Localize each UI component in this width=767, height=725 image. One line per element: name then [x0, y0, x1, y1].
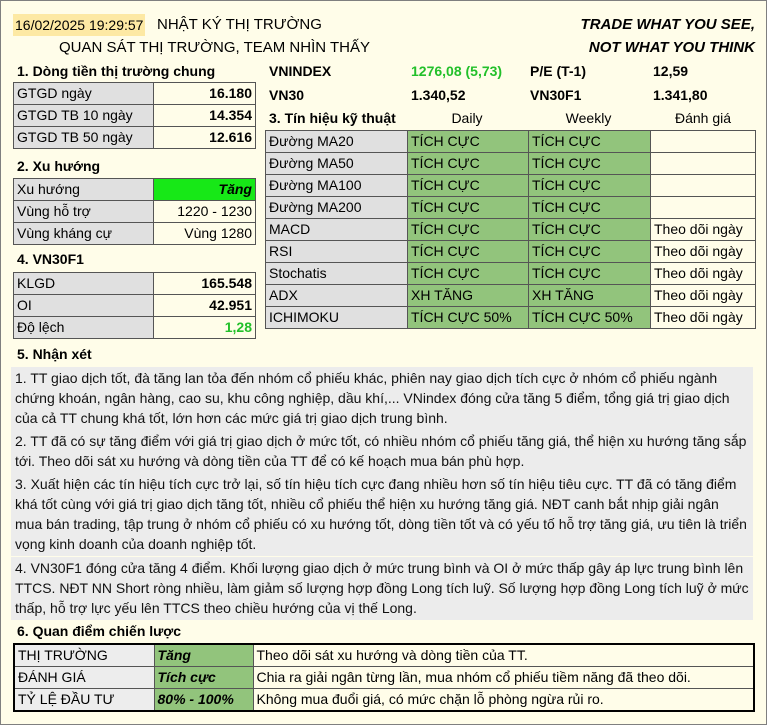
table-row: [14, 295, 256, 317]
oi-value: 42.951: [154, 295, 256, 317]
signal-eval: Theo dõi ngày: [651, 219, 756, 241]
strategy-label: THỊ TRƯỜNG: [14, 644, 154, 667]
signal-eval: Theo dõi ngày: [651, 307, 756, 329]
signal-weekly: XH TĂNG: [529, 285, 651, 307]
table-row: [14, 667, 754, 689]
table-row: [14, 689, 754, 712]
signal-name: Đường MA50: [266, 153, 408, 175]
signal-name: ADX: [266, 285, 408, 307]
signal-daily: TÍCH CỰC: [408, 263, 529, 285]
vn30f1-table: [13, 272, 256, 339]
remark-item: 3. Xuất hiện các tín hiệu tích cực trở lại, số tín hiệu tích cực đang nhiều hơn số tín hiệu tiêu cực. TT đã có tăng điểm khá tốt cùng với giá trị giao dịch tăng tốt, nhiều cổ phiếu thể hiện xu hướng tăng giá. NĐT canh bắt nhịp giải ngân mua bán trading, tập trung ở nhóm cổ phiếu có xu hướng tốt, dòng tiền tốt và có yếu tố hỗ trợ tăng giá, ưu tiên là triển vọng kinh doanh của doanh nghiệp tốt.: [11, 473, 753, 556]
table-row: [266, 175, 756, 197]
remark-item: 2. TT đã có sự tăng điểm với giá trị giao dịch ở mức tốt, có nhiều nhóm cổ phiếu tăng giá, thể hiện xu hướng tăng sắp tới. Theo dõi sát xu hướng và dòng tiền của TT để có kế hoạch mua bán phù hợp.: [11, 430, 753, 473]
signals-table: [265, 130, 756, 329]
signal-weekly: TÍCH CỰC: [529, 131, 651, 153]
trend-title: 2. Xu hướng: [17, 158, 101, 174]
signal-eval: [651, 153, 756, 175]
signal-eval: Theo dõi ngày: [651, 285, 756, 307]
table-row: [14, 127, 256, 149]
deviation-value: 1,28: [154, 317, 256, 339]
signal-daily: XH TĂNG: [408, 285, 529, 307]
cashflow-table: [13, 82, 256, 149]
signal-daily: TÍCH CỰC: [408, 131, 529, 153]
support-label: Vùng hỗ trợ: [14, 201, 154, 223]
signal-weekly: TÍCH CỰC: [529, 175, 651, 197]
resistance-value: Vùng 1280: [154, 223, 256, 245]
signal-weekly: TÍCH CỰC: [529, 219, 651, 241]
table-row: [14, 105, 256, 127]
signal-eval: Theo dõi ngày: [651, 263, 756, 285]
signal-name: Đường MA200: [266, 197, 408, 219]
signal-name: MACD: [266, 219, 408, 241]
table-row: [14, 179, 256, 201]
signals-title: 3. Tín hiệu kỹ thuật: [269, 110, 396, 126]
signal-eval: Theo dõi ngày: [651, 241, 756, 263]
report-title: NHẬT KÝ THỊ TRƯỜNG: [157, 16, 322, 33]
strategy-table: [13, 643, 755, 712]
klgd-label: KLGD: [14, 273, 154, 295]
strategy-label: TỶ LỆ ĐẦU TƯ: [14, 689, 154, 712]
signal-eval: [651, 197, 756, 219]
strategy-label: ĐÁNH GIÁ: [14, 667, 154, 689]
weekly-header: Weekly: [565, 110, 612, 126]
table-row: [266, 307, 756, 329]
strategy-note: Theo dõi sát xu hướng và dòng tiền của TT.: [253, 644, 754, 667]
support-value: 1220 - 1230: [154, 201, 256, 223]
vnindex-value: 1276,08 (5,73): [411, 63, 503, 79]
signal-eval: [651, 175, 756, 197]
signal-daily: TÍCH CỰC: [408, 175, 529, 197]
strategy-value: Tích cực: [154, 667, 253, 689]
signal-name: Stochatis: [266, 263, 408, 285]
signal-daily: TÍCH CỰC 50%: [408, 307, 529, 329]
table-row: [266, 241, 756, 263]
report-subtitle: QUAN SÁT THỊ TRƯỜNG, TEAM NHÌN THẤY: [59, 39, 370, 56]
table-row: [14, 273, 256, 295]
daily-header: Daily: [451, 110, 483, 126]
table-row: [14, 223, 256, 245]
remark-item: 4. VN30F1 đóng cửa tăng 4 điểm. Khối lượng giao dịch ở mức trung bình và OI ở mức thấp gây áp lực trung bình lên TTCS. NĐT NN Short ròng nhiều, làm giảm số lượng hợp đồng Long tích luỹ. Số lượng hợp đồng Long tích luỹ ở mức thấp, hỗ trợ lực yếu lên TTCS theo chiều hướng của vị thế Long.: [11, 557, 753, 620]
signal-name: Đường MA100: [266, 175, 408, 197]
eval-header: Đánh giá: [674, 110, 732, 126]
resistance-label: Vùng kháng cự: [14, 223, 154, 245]
cashflow-value: 16.180: [154, 83, 256, 105]
signal-daily: TÍCH CỰC: [408, 241, 529, 263]
remarks-title: 5. Nhận xét: [17, 346, 92, 362]
strategy-value: 80% - 100%: [154, 689, 253, 712]
vn30f1-value: 1.341,80: [653, 87, 708, 103]
vn30-value: 1.340,52: [411, 87, 466, 103]
signal-name: RSI: [266, 241, 408, 263]
signal-name: Đường MA20: [266, 131, 408, 153]
vn30f1-label: VN30F1: [530, 87, 582, 103]
signal-weekly: TÍCH CỰC 50%: [529, 307, 651, 329]
cashflow-label: GTGD ngày: [14, 83, 154, 105]
trend-label: Xu hướng: [14, 179, 154, 201]
trend-table: [13, 178, 256, 245]
cashflow-label: GTGD TB 50 ngày: [14, 127, 154, 149]
klgd-value: 165.548: [154, 273, 256, 295]
signal-eval: [651, 131, 756, 153]
strategy-note: Không mua đuổi giá, có mức chặn lỗ phòng ngừa rủi ro.: [253, 689, 754, 712]
strategy-note: Chia ra giải ngân từng lần, mua nhóm cổ phiếu tiềm năng đã theo dõi.: [253, 667, 754, 689]
pe-label: P/E (T-1): [530, 63, 587, 79]
signal-weekly: TÍCH CỰC: [529, 153, 651, 175]
signal-name: ICHIMOKU: [266, 307, 408, 329]
signal-weekly: TÍCH CỰC: [529, 241, 651, 263]
signal-daily: TÍCH CỰC: [408, 197, 529, 219]
slogan-line-2: NOT WHAT YOU THINK: [588, 39, 755, 56]
table-row: [266, 197, 756, 219]
pe-value: 12,59: [653, 63, 689, 79]
signal-weekly: TÍCH CỰC: [529, 263, 651, 285]
signal-daily: TÍCH CỰC: [408, 219, 529, 241]
table-row: [266, 219, 756, 241]
report-datetime: 16/02/2025 19:29:57: [13, 14, 145, 36]
remark-item: 1. TT giao dịch tốt, đà tăng lan tỏa đến nhóm cổ phiếu khác, phiên nay giao dịch tích cực ở nhóm cổ phiếu ngành chứng khoán, ngân hàng, cao su, khu công nghiệp, dầu khí,... VNindex đóng cửa tăng 5 điểm, tổng giá trị giao dịch của cả TT chung khá tốt, lớn hơn các mức giá trị giao dịch trung bình.: [11, 367, 753, 430]
table-row: [266, 131, 756, 153]
vn30f1-title: 4. VN30F1: [17, 251, 84, 267]
cashflow-value: 12.616: [154, 127, 256, 149]
signal-weekly: TÍCH CỰC: [529, 197, 651, 219]
trend-value: Tăng: [154, 179, 256, 201]
strategy-title: 6. Quan điểm chiến lược: [17, 623, 182, 639]
table-row: [266, 153, 756, 175]
strategy-value: Tăng: [154, 644, 253, 667]
table-row: [14, 317, 256, 339]
deviation-label: Độ lệch: [14, 317, 154, 339]
cashflow-label: GTGD TB 10 ngày: [14, 105, 154, 127]
cashflow-value: 14.354: [154, 105, 256, 127]
cashflow-title: 1. Dòng tiền thị trường chung: [17, 63, 216, 79]
table-row: [14, 201, 256, 223]
table-row: [14, 644, 754, 667]
table-row: [266, 285, 756, 307]
table-row: [14, 83, 256, 105]
signal-daily: TÍCH CỰC: [408, 153, 529, 175]
vnindex-label: VNINDEX: [269, 63, 332, 79]
table-row: [266, 263, 756, 285]
slogan-line-1: TRADE WHAT YOU SEE,: [580, 16, 755, 33]
oi-label: OI: [14, 295, 154, 317]
vn30-label: VN30: [269, 87, 305, 103]
